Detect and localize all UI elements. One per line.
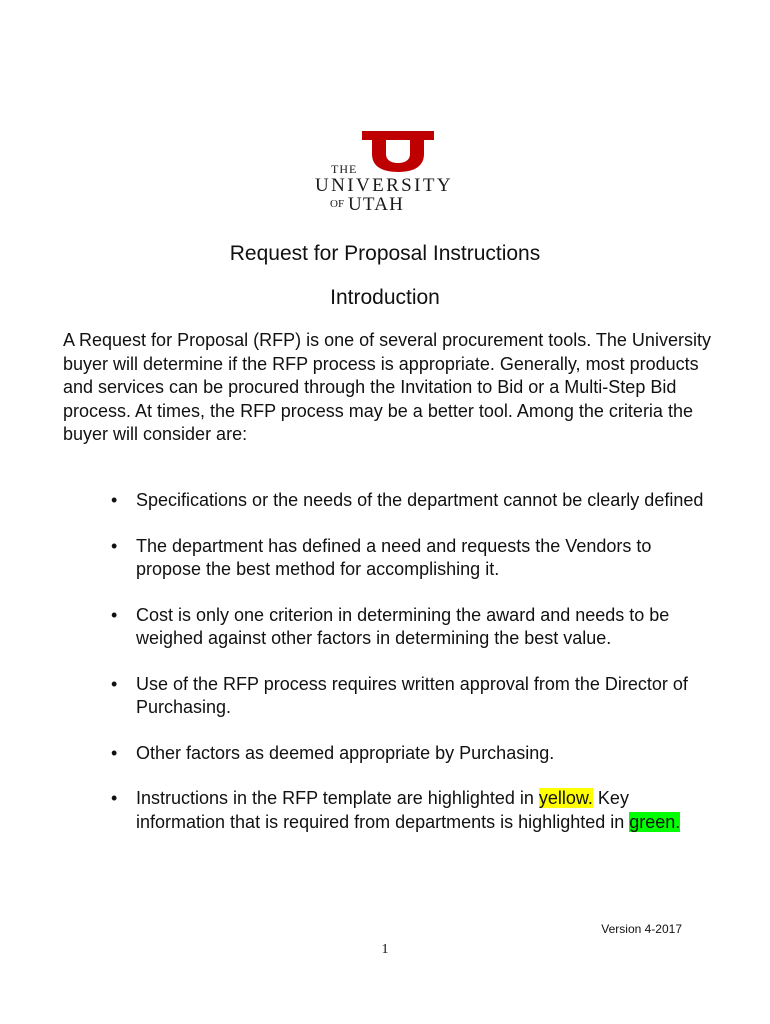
list-item: [111, 535, 716, 582]
logo-of: OF: [330, 198, 345, 210]
list-item: [111, 742, 716, 766]
list-item-text: Other factors as deemed appropriate by Purchasing.: [136, 742, 555, 763]
section-heading: Introduction: [330, 286, 440, 309]
highlight-note-part2: Key information that is required from departments is highlighted in: [136, 788, 630, 832]
page-number: 1: [381, 942, 389, 957]
bullet-icon: •: [111, 673, 118, 694]
list-item: [111, 787, 716, 834]
list-item-text: Use of the RFP process requires written approval from the Director of Purchasing.: [136, 673, 688, 717]
criteria-list: [111, 489, 716, 856]
green-highlight: green.: [629, 811, 681, 832]
bullet-icon: •: [111, 535, 118, 556]
highlight-note-part1: Instructions in the RFP template are highlighted in: [136, 788, 539, 808]
university-logo: [296, 128, 472, 214]
logo-university: UNIVERSITY: [315, 175, 453, 196]
list-item-text: Specifications or the needs of the department cannot be clearly defined: [136, 490, 704, 510]
bullet-icon: •: [111, 490, 118, 510]
list-item-text: [136, 788, 680, 832]
bullet-icon: •: [111, 788, 118, 808]
list-item: [111, 673, 716, 720]
version-label: Version 4-2017: [601, 922, 682, 936]
bullet-icon: •: [111, 742, 118, 763]
list-item: [111, 489, 716, 513]
list-item: [111, 604, 716, 651]
document-title: Request for Proposal Instructions: [229, 242, 541, 265]
logo-utah: UTAH: [348, 194, 405, 215]
intro-paragraph: A Request for Proposal (RFP) is one of several procurement tools. The University buyer will determine if the RFP process is appropriate. Generally, most products and services can be procured through the Invitation to Bid or a Multi-Step Bid process. At times, the RFP process may be a better tool. Among the criteria the buyer will consider are:: [63, 330, 711, 444]
logo-the: THE: [331, 162, 358, 176]
yellow-highlight: yellow.: [538, 788, 593, 808]
list-item-text: The department has defined a need and requests the Vendors to propose the best method for accomplishing it.: [136, 535, 652, 579]
list-item-text: Cost is only one criterion in determining the award and needs to be weighed against other factors in determining the best value.: [136, 604, 670, 648]
bullet-icon: •: [111, 604, 118, 625]
